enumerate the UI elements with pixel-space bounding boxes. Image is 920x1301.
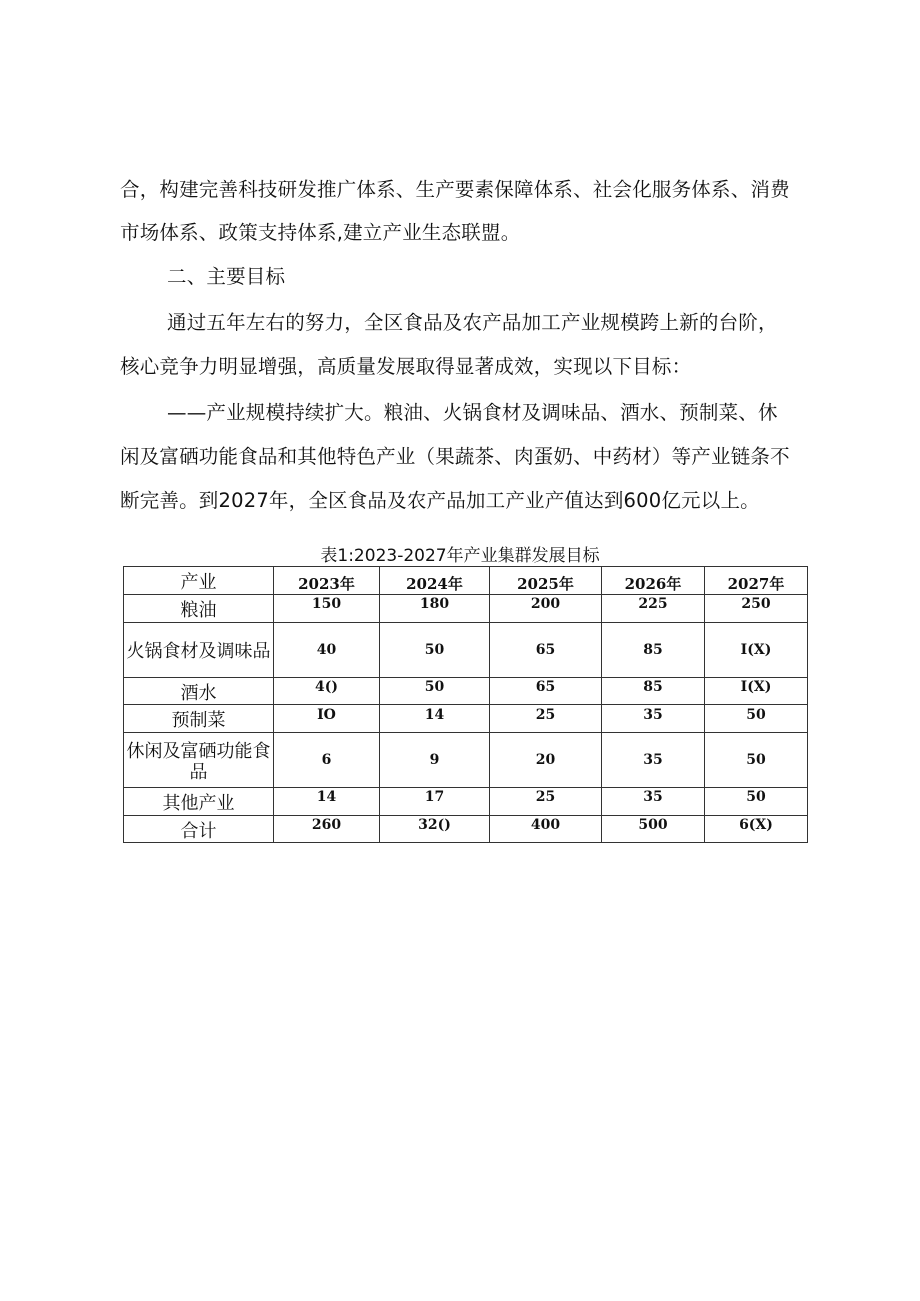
cell-value: 25 [535, 706, 556, 723]
cell-value: 6(X) [739, 817, 773, 834]
cell-value: 35 [643, 752, 663, 769]
table-row [124, 595, 808, 623]
cell-value: 85 [643, 641, 663, 658]
header-2026: 2026年 [624, 575, 682, 593]
row-label-cell [124, 815, 274, 843]
row-label-cell [124, 733, 274, 788]
row-label-cell [124, 622, 274, 677]
row-label-cell [124, 705, 274, 733]
header-2023: 2023年 [298, 575, 355, 593]
header-cell [124, 567, 274, 595]
row-label: 休闲及富硒功能食品 [126, 741, 271, 784]
paragraph-line-3: 通过五年左右的努力，全区食品及农产品加工产业规模跨上新的台阶， [167, 311, 778, 334]
cell-value: IO [317, 706, 336, 723]
cell-value: I(X) [740, 641, 772, 658]
cell-value: 4() [315, 679, 338, 696]
cell-value: 14 [424, 706, 445, 723]
row-label-cell [124, 677, 274, 705]
cell-value: 50 [746, 706, 766, 723]
table-cell [602, 595, 705, 623]
cell-value: 260 [311, 817, 342, 834]
paragraph-line-4: 核心竞争力明显增强，高质量发展取得显著成效，实现以下目标： [120, 355, 692, 378]
table-cell [380, 705, 490, 733]
cell-value: 500 [638, 817, 668, 834]
table-row [124, 788, 808, 816]
cell-value: 14 [316, 789, 337, 806]
cell-value: 6 [321, 752, 332, 769]
header-2024: 2024年 [406, 575, 463, 593]
table-cell [274, 595, 380, 623]
table-cell [274, 733, 380, 788]
table-cell [490, 677, 602, 705]
cell-value: 50 [746, 752, 766, 769]
table-cell [380, 733, 490, 788]
table-row [124, 705, 808, 733]
cell-value: 40 [316, 641, 337, 658]
table-total-row [124, 815, 808, 843]
cell-value: 25 [535, 789, 556, 806]
header-cell [602, 567, 705, 595]
cell-value: 32() [418, 817, 451, 834]
row-label: 酒水 [180, 682, 217, 704]
header-industry: 产业 [180, 572, 217, 594]
table-cell [380, 677, 490, 705]
table-cell [274, 815, 380, 843]
table-cell [602, 815, 705, 843]
table-caption: 表1:2023-2027年产业集群发展目标 [320, 546, 600, 566]
targets-table [123, 566, 808, 843]
table-cell [705, 815, 808, 843]
cell-value: 65 [535, 679, 556, 696]
header-2027: 2027年 [727, 575, 785, 593]
table-cell [705, 677, 808, 705]
table-row [124, 733, 808, 788]
paragraph-line-7: 断完善。到2027年，全区食品及农产品加工产业产值达到600亿元以上。 [120, 489, 760, 512]
cell-value: 9 [429, 752, 440, 769]
table-cell [380, 595, 490, 623]
table-cell [602, 677, 705, 705]
table-cell [380, 815, 490, 843]
cell-value: 200 [530, 596, 561, 613]
paragraph-line-6: 闲及富硒功能食品和其他特色产业（果蔬茶、肉蛋奶、中药材）等产业链条不 [120, 445, 790, 468]
paragraph-line-5: ——产业规模持续扩大。粮油、火锅食材及调味品、酒水、预制菜、休 [167, 401, 778, 424]
row-label: 其他产业 [162, 793, 235, 815]
table-cell [274, 622, 380, 677]
table-row [124, 622, 808, 677]
cell-value: 250 [741, 596, 771, 613]
row-label: 合计 [180, 820, 217, 842]
cell-value: 65 [535, 641, 556, 658]
cell-value: 50 [746, 789, 766, 806]
cell-value: 20 [535, 752, 556, 769]
header-cell [380, 567, 490, 595]
table-cell [490, 622, 602, 677]
table-cell [705, 733, 808, 788]
header-cell [705, 567, 808, 595]
table-cell [602, 705, 705, 733]
paragraph-line-1: 合，构建完善科技研发推广体系、生产要素保障体系、社会化服务体系、消费 [120, 178, 790, 201]
row-label: 粮油 [180, 600, 217, 621]
table-cell [602, 733, 705, 788]
cell-value: 50 [424, 641, 445, 658]
table-cell [490, 705, 602, 733]
header-cell [274, 567, 380, 595]
table-cell [705, 595, 808, 623]
table-cell [602, 622, 705, 677]
paragraph-line-2: 市场体系、政策支持体系,建立产业生态联盟。 [120, 221, 521, 244]
cell-value: 225 [638, 596, 668, 613]
table-cell [490, 815, 602, 843]
cell-value: 35 [643, 789, 663, 806]
table-cell [380, 622, 490, 677]
cell-value: I(X) [740, 679, 772, 696]
table-row [124, 677, 808, 705]
table-header-row [124, 567, 808, 595]
header-cell [490, 567, 602, 595]
cell-value: 17 [424, 789, 445, 806]
row-label-cell [124, 595, 274, 623]
section-heading: 二、主要目标 [167, 265, 286, 288]
table-cell [705, 788, 808, 816]
cell-value: 180 [419, 596, 450, 613]
table-cell [274, 705, 380, 733]
cell-value: 400 [530, 817, 561, 834]
table-cell [274, 677, 380, 705]
table-cell [490, 595, 602, 623]
cell-value: 85 [643, 679, 663, 696]
table-cell [602, 788, 705, 816]
cell-value: 50 [424, 679, 445, 696]
row-label: 火锅食材及调味品 [126, 641, 271, 663]
table-cell [705, 705, 808, 733]
table-cell [490, 733, 602, 788]
table-cell [490, 788, 602, 816]
cell-value: 150 [311, 596, 342, 613]
cell-value: 35 [643, 706, 663, 723]
row-label-cell [124, 788, 274, 816]
table-cell [380, 788, 490, 816]
table-cell [705, 622, 808, 677]
row-label: 预制菜 [171, 710, 226, 732]
header-2025: 2025年 [517, 575, 574, 593]
table-cell [274, 788, 380, 816]
